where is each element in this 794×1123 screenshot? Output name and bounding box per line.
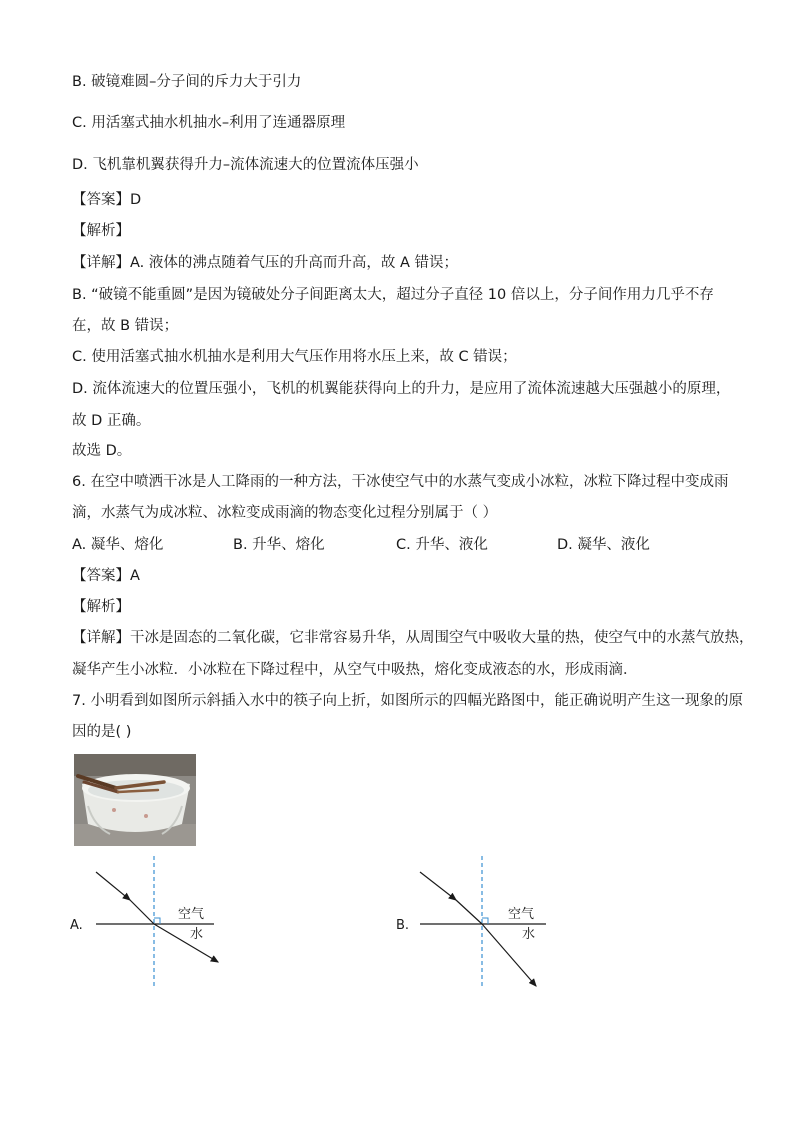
diagram-b-letter: B. [396,918,410,933]
light-path-diagram-b [392,852,572,992]
diagram-a-letter: A. [70,918,83,933]
q5-conclusion: 故选 D。 [72,443,132,459]
q7-stem-line-2: 因的是( ) [72,724,132,740]
q6-option-d: D. 凝华、液化 [557,537,650,553]
q7-stem-line-1: 7. 小明看到如图所示斜插入水中的筷子向上折，如图所示的四幅光路图中，能正确说明产生这一现象的原 [72,693,743,709]
chopsticks-in-bowl-photo [74,754,196,846]
q6-detail-line-2: 凝华产生小冰粒．小冰粒在下降过程中，从空气中吸热，熔化变成液态的水，形成雨滴． [72,662,638,678]
q5-detail-line-2: B. “破镜不能重圆”是因为镜破处分子间距离太大，超过分子直径 10 倍以上，分子间作用力几乎不存 [72,287,714,303]
q6-option-b: B. 升华、熔化 [233,537,325,553]
q6-stem-line-1: 6. 在空中喷洒干冰是人工降雨的一种方法，干冰使空气中的水蒸气变成小冰粒，冰粒下降过程中变成雨 [72,474,729,490]
q5-analysis-heading: 【解析】 [72,223,130,239]
q5-answer: 【答案】D [72,192,142,208]
diagram-a-water-label: 水 [190,927,204,942]
q6-analysis-heading: 【解析】 [72,599,130,615]
q6-detail-line-1: 【详解】干冰是固态的二氧化碳，它非常容易升华，从周围空气中吸收大量的热，使空气中的水蒸气放热， [72,630,754,646]
q6-option-a: A. 凝华、熔化 [72,537,164,553]
q6-option-c: C. 升华、液化 [396,537,488,553]
q5-detail-line-3: 在，故 B 错误； [72,318,179,334]
q5-detail-line-4: C. 使用活塞式抽水机抽水是利用大气压作用将水压上来，故 C 错误； [72,349,517,365]
q6-answer: 【答案】A [72,568,140,584]
q5-detail-line-5: D. 流体流速大的位置压强小，飞机的机翼能获得向上的升力，是应用了流体流速越大压强越小的原理， [72,381,731,397]
q5-option-d: D. 飞机靠机翼获得升力–流体流速大的位置流体压强小 [72,157,419,173]
diagram-b-air-label: 空气 [508,907,535,922]
diagram-a-air-label: 空气 [178,907,205,922]
light-path-diagram-a [68,852,248,992]
q5-detail-line-6: 故 D 正确。 [72,413,151,429]
q6-stem-line-2: 滴，水蒸气为成冰粒、冰粒变成雨滴的物态变化过程分别属于（ ） [72,505,498,521]
diagram-b-water-label: 水 [522,927,536,942]
q5-detail-line-1: 【详解】A. 液体的沸点随着气压的升高而升高，故 A 错误； [72,255,459,271]
q5-option-b: B. 破镜难圆–分子间的斥力大于引力 [72,74,302,90]
q5-option-c: C. 用活塞式抽水机抽水–利用了连通器原理 [72,115,346,131]
